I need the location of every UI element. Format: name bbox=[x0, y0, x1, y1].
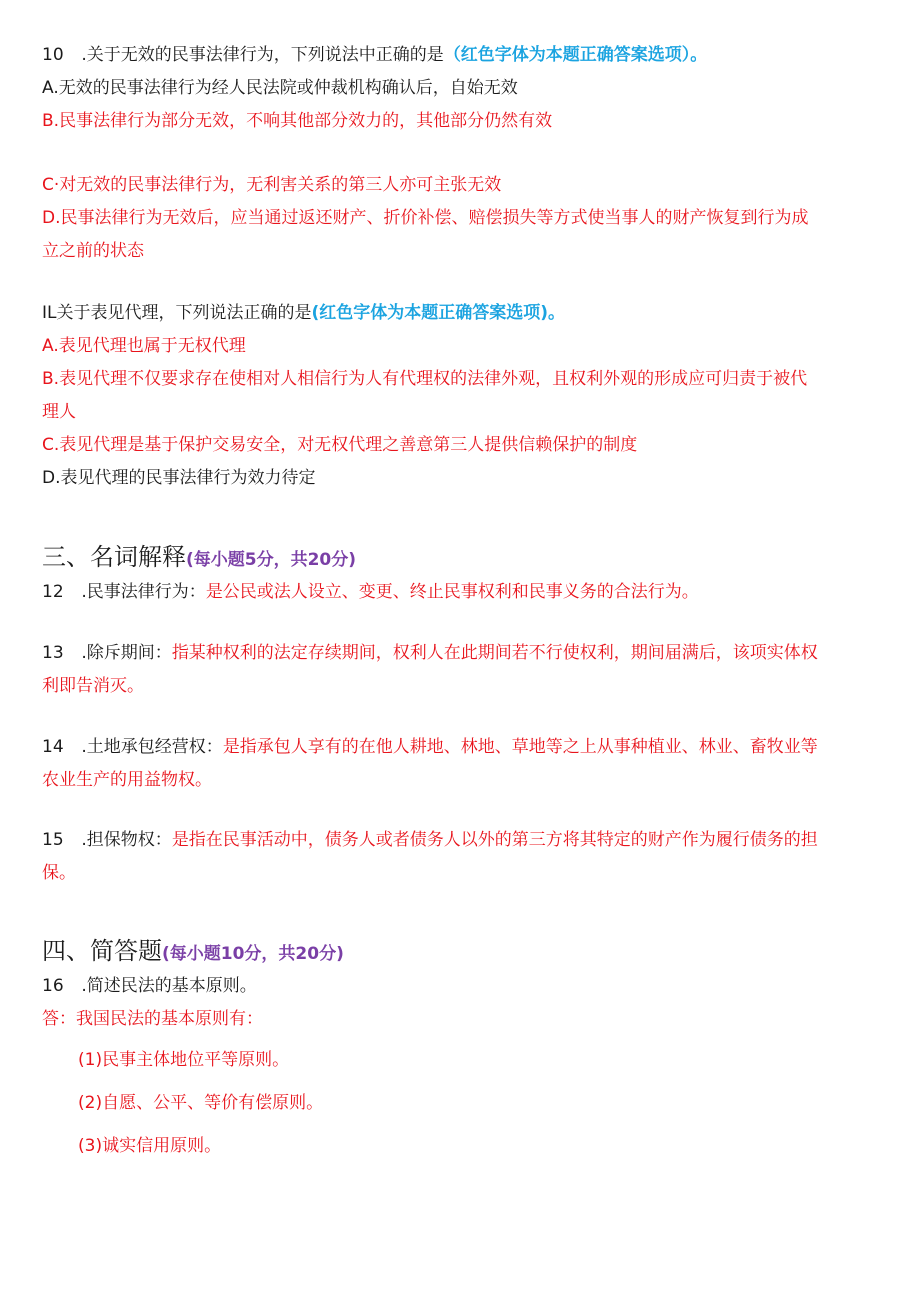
section4-title: 四、简答题 bbox=[42, 937, 162, 965]
q13-number: 13 bbox=[42, 643, 64, 663]
q15-definition: 是指在民事活动中，债务人或者债务人以外的第三方将其特定的财产作为履行债务的担 bbox=[171, 830, 818, 850]
q13-line bbox=[42, 643, 818, 663]
q10-option-b: B.民事法律行为部分无效，不响其他部分效力的，其他部分仍然有效 bbox=[42, 111, 553, 131]
section3-title: 三、名词解释 bbox=[42, 543, 186, 571]
q11-hint: (红色字体为本题正确答案选项)。 bbox=[311, 303, 566, 323]
q14-term: .土地承包经营权： bbox=[76, 737, 223, 757]
section3-heading bbox=[42, 543, 356, 571]
q11-option-b-cont: 理人 bbox=[42, 402, 76, 422]
q11-stem: 关于表见代理，下列说法正确的是 bbox=[56, 303, 312, 323]
q10-hint: （红色字体为本题正确答案选项）。 bbox=[443, 45, 708, 65]
q15-line bbox=[42, 830, 818, 850]
q10-option-d: D.民事法律行为无效后，应当通过返还财产、折价补偿、赔偿损失等方式使当事人的财产恢复到行为成 bbox=[42, 208, 809, 228]
q11-stem-line bbox=[42, 303, 565, 323]
q15-definition-cont: 保。 bbox=[42, 863, 76, 883]
q16-number: 16 bbox=[42, 976, 64, 996]
q10-stem-line bbox=[42, 45, 707, 65]
q13-definition-cont: 利即告消灭。 bbox=[42, 676, 144, 696]
q16-point-2: (2)自愿、公平、等价有偿原则。 bbox=[78, 1093, 324, 1113]
section4-note: (每小题10分，共20分) bbox=[162, 944, 344, 964]
q12-term: .民事法律行为： bbox=[76, 582, 206, 602]
q12-number: 12 bbox=[42, 582, 64, 602]
q13-definition: 指某种权利的法定存续期间，权利人在此期间若不行使权利，期间届满后，该项实体权 bbox=[171, 643, 818, 663]
q14-number: 14 bbox=[42, 737, 64, 757]
q12-line bbox=[42, 582, 699, 602]
q16-line bbox=[42, 976, 257, 996]
q10-option-a: A.无效的民事法律行为经人民法院或仲裁机构确认后，自始无效 bbox=[42, 78, 518, 98]
q15-number: 15 bbox=[42, 830, 64, 850]
q11-option-a: A.表见代理也属于无权代理 bbox=[42, 336, 246, 356]
q14-line bbox=[42, 737, 818, 757]
q11-option-b: B.表见代理不仅要求存在使相对人相信行为人有代理权的法律外观，且权利外观的形成应可归责于被代 bbox=[42, 369, 808, 389]
q11-option-c: C.表见代理是基于保护交易安全，对无权代理之善意第三人提供信赖保护的制度 bbox=[42, 435, 638, 455]
q16-point-1: (1)民事主体地位平等原则。 bbox=[78, 1050, 290, 1070]
q10-option-c: C·对无效的民事法律行为，无利害关系的第三人亦可主张无效 bbox=[42, 175, 502, 195]
q11-option-d: D.表见代理的民事法律行为效力待定 bbox=[42, 468, 316, 488]
q10-option-d-cont: 立之前的状态 bbox=[42, 241, 144, 261]
q12-definition: 是公民或法人设立、变更、终止民事权利和民事义务的合法行为。 bbox=[205, 582, 699, 602]
section3-note: (每小题5分，共20分) bbox=[186, 550, 357, 570]
q16-stem: .简述民法的基本原则。 bbox=[76, 976, 257, 996]
section4-heading bbox=[42, 937, 344, 965]
q14-definition: 是指承包人享有的在他人耕地、林地、草地等之上从事种植业、林业、畜牧业等 bbox=[222, 737, 818, 757]
q13-term: .除斥期间： bbox=[76, 643, 172, 663]
q16-point-3: (3)诚实信用原则。 bbox=[78, 1136, 222, 1156]
q16-answer-intro: 答：我国民法的基本原则有： bbox=[42, 1009, 263, 1029]
q10-number: 10 bbox=[42, 45, 64, 65]
q15-term: .担保物权： bbox=[76, 830, 172, 850]
q10-stem: .关于无效的民事法律行为，下列说法中正确的是 bbox=[76, 45, 444, 65]
q11-number: IL bbox=[42, 303, 57, 323]
q14-definition-cont: 农业生产的用益物权。 bbox=[42, 770, 212, 790]
